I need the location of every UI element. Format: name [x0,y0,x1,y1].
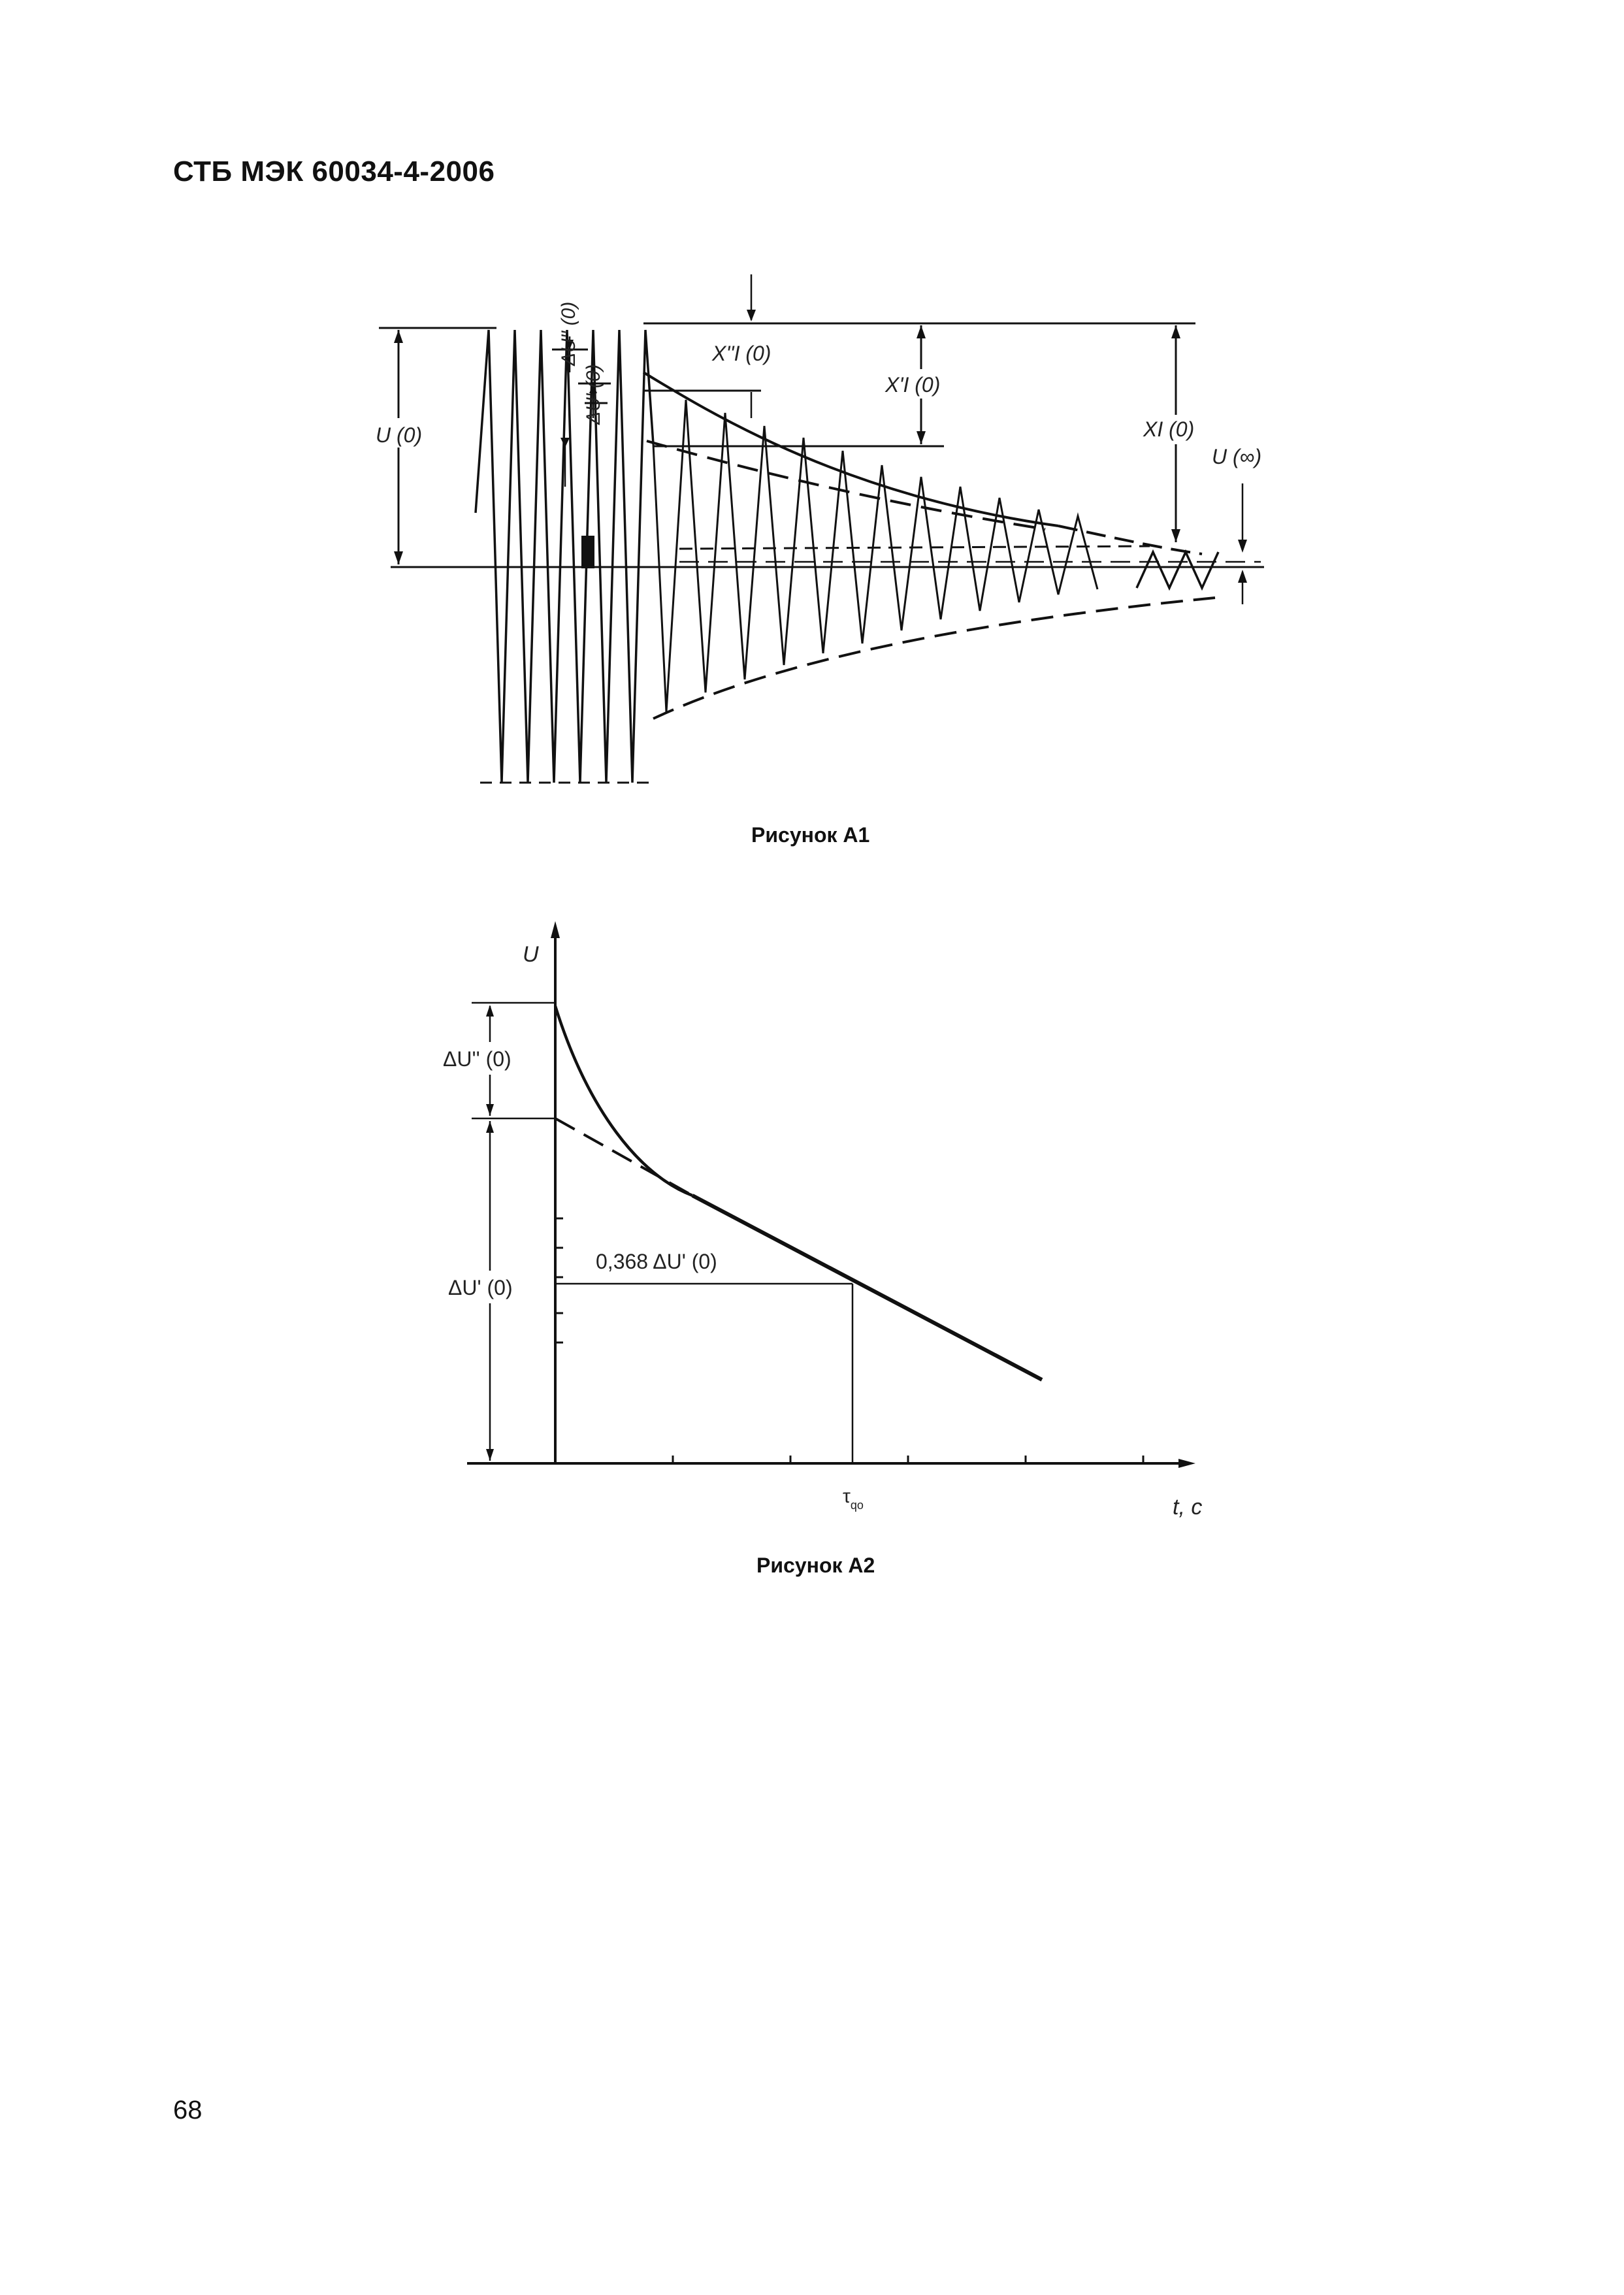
a1-oscillation-large [476,330,653,783]
a1-xpi-arrow-bottom [917,431,926,444]
document-title: СТБ МЭК 60034-4-2006 [173,155,495,187]
a2-dup-arrow-down [486,1449,494,1461]
a1-u-inf-arrow-bottom [1238,570,1247,583]
figure-a1 [372,274,1264,783]
figure-a2-caption: Рисунок А2 [756,1554,875,1577]
a2-dup-arrow-up [486,1121,494,1133]
a1-xi-arrow-bottom [1171,529,1180,542]
page-number: 68 [173,2096,203,2124]
a1-dup-label: ΔU' (0) [583,364,604,425]
a2-dup-label: ΔU' (0) [448,1276,513,1299]
a2-steady-line [692,1196,1042,1380]
a1-u-inf-arrow-top [1238,540,1247,553]
a1-mid-dash-line [679,546,1150,549]
a1-xi-label: XI (0) [1143,417,1195,441]
figure-a1-caption: Рисунок А1 [751,823,870,847]
a2-dupp-arrow-down [486,1104,494,1116]
a1-dupp-label: ΔU'' (0) [558,301,579,366]
a1-oscillation-steady [1137,552,1218,588]
a2-y-axis-arrow [551,921,560,938]
a1-xpi-arrow-top [917,325,926,338]
a2-ref-label: 0,368 ΔU' (0) [596,1250,717,1273]
a2-total-curve [555,1006,692,1196]
a1-xpi-label: X'I (0) [885,373,941,397]
a1-lower-dashed-envelope [653,598,1215,719]
a2-dupp-arrow-up [486,1005,494,1017]
a1-upper-envelope-ext [1058,526,1202,554]
a2-dupp-label: ΔU'' (0) [443,1047,512,1071]
a2-tau-label: $\tau_{qo}$ [843,1486,864,1512]
a1-mark-block [581,536,594,568]
a1-u0-arrow-down [394,551,403,564]
a2-x-axis-arrow [1178,1459,1195,1468]
a1-u-inf-label: U (∞) [1212,445,1262,468]
a2-x-axis-label: t, с [1173,1495,1203,1520]
a1-u0-arrow-up [394,330,403,343]
figure-a2 [439,921,1202,1520]
a1-xppi-label: X''I (0) [712,342,771,365]
a1-upper-envelope [643,372,1058,526]
a2-y-axis-label: U [523,942,539,967]
a1-xi-arrow-top [1171,325,1180,338]
a2-extrapolated-dashed-line [555,1118,692,1196]
a1-xppi-arrow-top [747,310,756,321]
a1-u0-label: U (0) [376,423,423,447]
